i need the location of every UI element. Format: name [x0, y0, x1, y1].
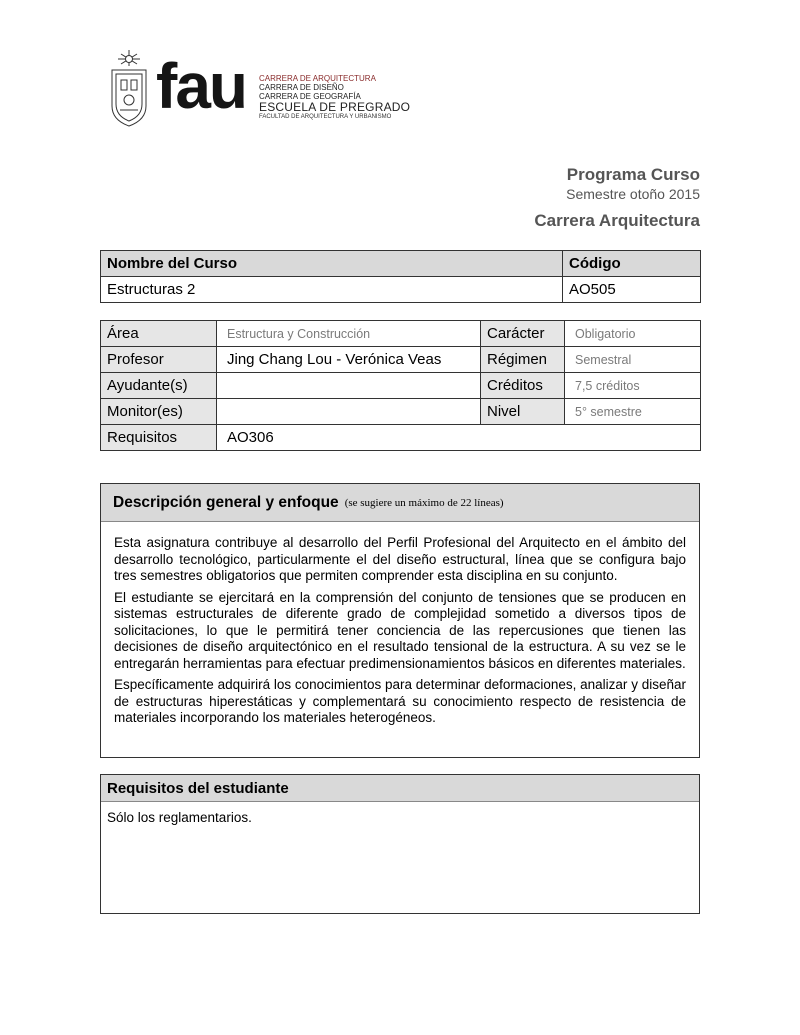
- ayudante-value: [217, 373, 481, 399]
- fau-logo: [108, 48, 411, 130]
- monitor-value: [217, 399, 481, 425]
- logo-school: ESCUELA DE PREGRADO: [259, 100, 411, 114]
- logo-line-arquitectura: CARRERA DE ARQUITECTURA: [259, 74, 376, 83]
- logo-line-geografia: CARRERA DE GEOGRAFÍA: [259, 92, 361, 101]
- nivel-label: Nivel: [481, 399, 565, 425]
- course-code: AO505: [563, 277, 701, 303]
- program-title: Programa Curso: [566, 165, 700, 184]
- description-body: [101, 522, 699, 727]
- course-table: [100, 250, 701, 303]
- description-paragraph: El estudiante se ejercitará en la comprensión del conjunto de tensiones que se producen en sistemas estructurales de diferente grado de complejidad sometido a diversos tipos de solicitaciones, lo que le permitirá tener conciencia de las repercusiones que tienen las decisiones de diseño arquitectónico en el resultado tensional de la estructura. A su vez se le entregarán herramientas para efectuar predimensionamientos básicos en diferentes materiales.: [114, 589, 686, 671]
- nivel-value: 5° semestre: [565, 399, 701, 425]
- logo-line-diseno: CARRERA DE DISEÑO: [259, 83, 344, 92]
- description-paragraph: Específicamente adquirirá los conocimientos para determinar deformaciones, analizar y diseñar de estructuras hiperestáticas y complementará su conocimiento respecto de resistencia de materiales incorporando los materiales heterogéneos.: [114, 677, 686, 725]
- profesor-label: Profesor: [101, 347, 217, 373]
- logo-faculty: FACULTAD DE ARQUITECTURA Y URBANISMO: [259, 114, 392, 120]
- area-label: Área: [101, 321, 217, 347]
- description-heading: Descripción general y enfoque: [113, 493, 339, 511]
- description-section: [100, 483, 700, 758]
- course-name-header: Nombre del Curso: [101, 251, 563, 277]
- requirements-header: [101, 775, 699, 802]
- creditos-label: Créditos: [481, 373, 565, 399]
- requisitos-label: Requisitos: [101, 425, 217, 451]
- program-semester: Semestre otoño 2015: [566, 186, 700, 202]
- ayudante-label: Ayudante(s): [101, 373, 217, 399]
- course-name: Estructuras 2: [101, 277, 563, 303]
- caracter-value: Obligatorio: [565, 321, 701, 347]
- program-career: Carrera Arquitectura: [534, 211, 700, 230]
- regimen-value: Semestral: [565, 347, 701, 373]
- requirements-heading: Requisitos del estudiante: [107, 779, 289, 797]
- requisitos-value: AO306: [217, 425, 701, 451]
- course-code-header: Código: [563, 251, 701, 277]
- university-crest-icon: [108, 48, 150, 128]
- monitor-label: Monitor(es): [101, 399, 217, 425]
- description-header: [101, 484, 699, 522]
- description-paragraph: Esta asignatura contribuye al desarrollo del Perfil Profesional del Arquitecto en el ámbito del desarrollo tecnológico, particularmente el del diseño estructural, línea que se configura bajo tres semestres obligatorios que permiten comprender esta disciplina en su conjunto.: [114, 535, 686, 583]
- requirements-text: Sólo los reglamentarios.: [107, 810, 252, 825]
- course-details-table: [100, 320, 701, 451]
- profesor-value: Jing Chang Lou - Verónica Veas: [217, 347, 481, 373]
- requirements-section: [100, 774, 700, 914]
- logo-text: [259, 74, 410, 121]
- fau-wordmark: fau: [156, 50, 246, 122]
- creditos-value: 7,5 créditos: [565, 373, 701, 399]
- caracter-label: Carácter: [481, 321, 565, 347]
- area-value: Estructura y Construcción: [217, 321, 481, 347]
- regimen-label: Régimen: [481, 347, 565, 373]
- description-hint: (se sugiere un máximo de 22 líneas): [344, 496, 504, 509]
